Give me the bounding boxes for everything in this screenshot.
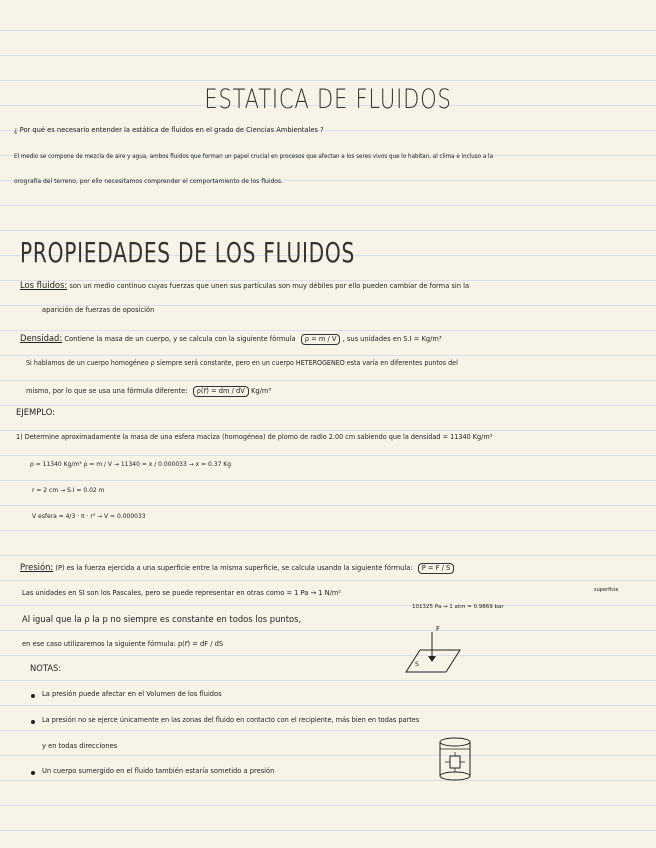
pressure-line-2: Las unidades en SI son los Pascales, pero se puede representar en otras como = 1 Pa → 1 N/m² (22, 589, 342, 597)
example-step-2: r = 2 cm → S.I = 0.02 m (32, 487, 105, 494)
diagram-force-label: F (436, 625, 440, 633)
note-item-3: Un cuerpo sumergido en el fluido también estaría sometido a presión (42, 767, 275, 775)
fluids-text: son un medio continuo cuyas fuerzas que unen sus partículas son muy débiles por ello pueden cambiar de forma sin la (69, 282, 470, 290)
pressure-conversion: 101325 Pa → 1 atm = 0.9869 bar (412, 604, 504, 610)
note-item-1: La presión puede afectar en el Volumen de los fluidos (42, 690, 222, 698)
pressure-diagram (402, 622, 464, 678)
bullet-3 (31, 771, 35, 775)
superficie-label: superficie (594, 587, 619, 593)
density-line-3 (26, 386, 271, 397)
density-text: Contiene la masa de un cuerpo, y se calcula con la siguiente fórmula (64, 335, 296, 343)
example-step-1: ρ = 11340 Kg/m³ ρ = m / V → 11340 = x / 0.000033 → x = 0.37 Kg (30, 461, 232, 468)
density-formula: ρ = m / V (301, 334, 341, 345)
pressure-line-4-text: en ese caso utilizaremos la siguiente fórmula: (22, 640, 176, 648)
pressure-formula-2: p(r⃗) = dF / dS (177, 640, 224, 648)
section-title: PROPIEDADES DE LOS FLUIDOS (20, 236, 355, 269)
force-arrowhead (428, 656, 436, 662)
bullet-1 (31, 694, 35, 698)
pressure-line-1 (20, 563, 454, 574)
bullet-2 (31, 720, 35, 724)
density-label: Densidad: (20, 333, 63, 343)
fluids-line-2: aparición de fuerzas de oposición (42, 306, 155, 314)
intro-line-2: orografía del terreno, por ello necesitamos comprender el comportamiento de los fluidos. (14, 178, 283, 185)
density-line-2: Si hablamos de un cuerpo homogéneo ρ siempre será constante, pero en un cuerpo HETEROGENEO esta varía en diferentes puntos del (26, 359, 458, 367)
fluids-label: Los fluidos: (20, 280, 68, 290)
pressure-label: Presión: (20, 562, 54, 572)
pressure-line-3: Al igual que la ρ la p no siempre es constante en todos los puntos, (22, 614, 302, 624)
example-step-3: V esfera = 4/3 · π · r³ → V = 0.000033 (32, 513, 146, 520)
fluids-line-1 (20, 281, 469, 290)
pressure-formula: P = F / S (418, 563, 454, 574)
note-item-2-continued: y en todas direcciones (42, 742, 118, 750)
note-item-2: La presión no se ejerce únicamente en las zonas del fluido en contacto con el recipiente, más bien en todas partes (42, 716, 420, 724)
page-title: ESTATICA DE FLUIDOS (204, 84, 452, 115)
notes-label: NOTAS: (30, 663, 62, 673)
question-text: ¿ Por qué es necesario entender la estática de fluidos en el grado de Ciencias Ambientales ? (14, 126, 324, 134)
intro-line-1: El medio se compone de mezcla de aire y agua, ambos fluidos que forman un papel crucial en procesos que afectan a los seres vivos que lo habitan, al clima e incluso a la (14, 153, 494, 160)
pressure-text: (P) es la fuerza ejercida a una superficie entre la misma superficie, se calcula usando la siguiente fórmula: (55, 564, 413, 572)
submerged-body-icon (437, 736, 473, 782)
example-problem: 1) Determine aproximadamente la masa de una esfera maciza (homogénea) de plomo de radio 2.00 cm sabiendo que la densidad = 11340 Kg/m³ (16, 433, 493, 441)
density-units-2: Kg/m³ (250, 387, 272, 395)
pressure-line-4 (22, 641, 223, 648)
density-line-3-text: mismo, por lo que se usa una fórmula diferente: (26, 387, 188, 395)
density-formula-2: ρ(r⃗) = dm / dV (193, 386, 249, 397)
density-units: , sus unidades en S.I = Kg/m³ (342, 335, 442, 343)
diagram-surface-label: S (415, 661, 419, 668)
example-label: EJEMPLO: (16, 407, 55, 417)
density-line-1 (20, 334, 442, 345)
